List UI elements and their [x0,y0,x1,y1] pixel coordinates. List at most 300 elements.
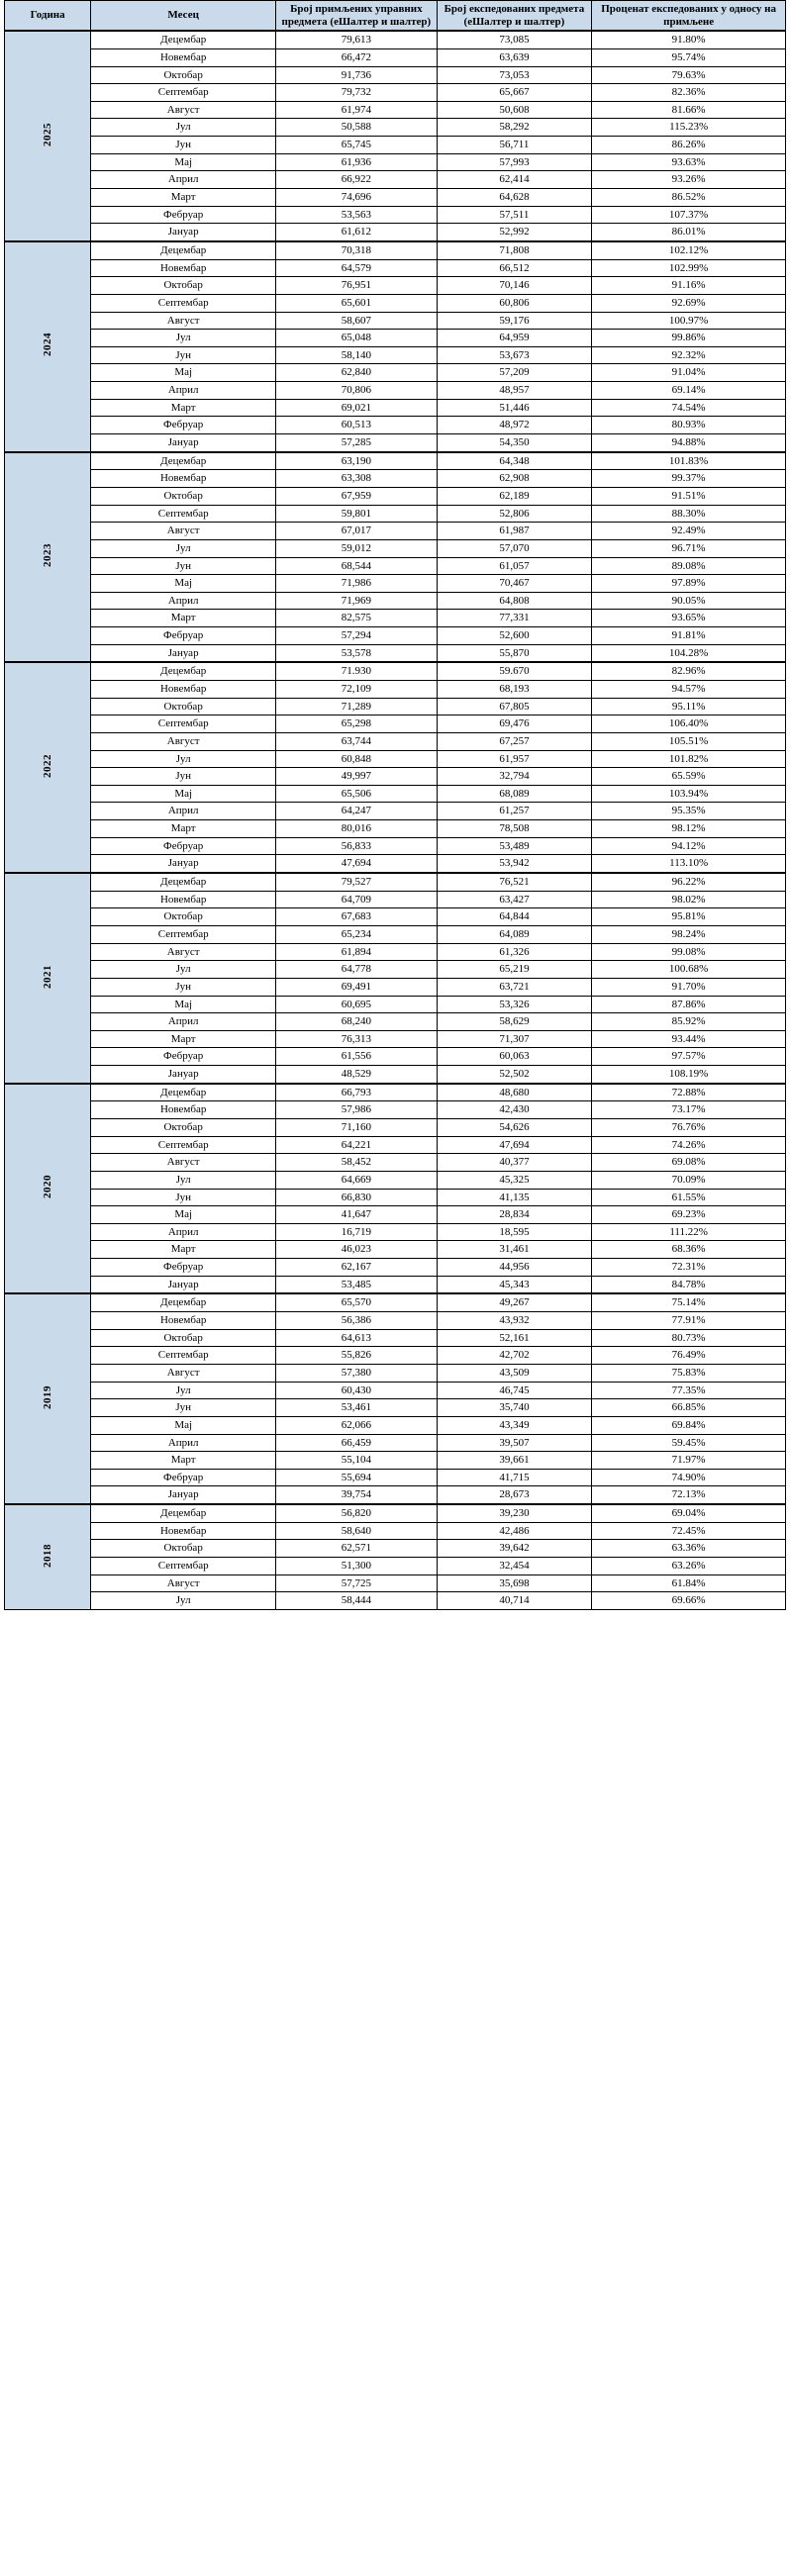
expedited-count-cell: 78,508 [437,820,592,838]
received-count-cell: 60,513 [276,417,438,434]
month-cell: Март [91,1241,276,1259]
expedited-count-cell: 66,512 [437,259,592,277]
table-row [5,1084,786,1101]
expedited-count-cell: 64,959 [437,330,592,347]
percent-cell: 99.86% [592,330,786,347]
table-row [5,523,786,540]
month-cell: Јун [91,978,276,996]
table-row [5,153,786,171]
received-count-cell: 56,820 [276,1504,438,1522]
month-cell: Август [91,523,276,540]
expedited-count-cell: 68,089 [437,785,592,803]
percent-cell: 94.57% [592,680,786,698]
table-row [5,925,786,943]
percent-cell: 82.36% [592,84,786,102]
percent-cell: 102.12% [592,241,786,259]
percent-cell: 98.12% [592,820,786,838]
year-label: 2018 [41,1543,53,1568]
received-count-cell: 62,571 [276,1540,438,1558]
percent-cell: 69.04% [592,1504,786,1522]
received-count-cell: 65,048 [276,330,438,347]
table-row [5,382,786,400]
expedited-count-cell: 39,507 [437,1434,592,1452]
month-cell: Октобар [91,698,276,716]
received-count-cell: 65,745 [276,137,438,154]
expedited-count-cell: 65,667 [437,84,592,102]
expedited-count-cell: 64,089 [437,925,592,943]
month-cell: Април [91,1434,276,1452]
percent-cell: 93.63% [592,153,786,171]
expedited-count-cell: 35,740 [437,1399,592,1417]
table-row [5,1434,786,1452]
month-cell: Фебруар [91,206,276,224]
table-row [5,1416,786,1434]
table-row [5,1171,786,1189]
table-row [5,750,786,768]
received-count-cell: 48,529 [276,1066,438,1084]
table-row [5,1469,786,1486]
expedited-count-cell: 53,942 [437,855,592,873]
month-cell: Децембар [91,873,276,891]
received-count-cell: 69,021 [276,399,438,417]
expedited-count-cell: 67,257 [437,732,592,750]
received-count-cell: 65,234 [276,925,438,943]
year-label: 2022 [41,753,53,778]
table-row [5,1154,786,1172]
month-cell: Јул [91,330,276,347]
table-row [5,1066,786,1084]
received-count-cell: 64,669 [276,1171,438,1189]
expedited-count-cell: 64,808 [437,592,592,610]
received-count-cell: 57,986 [276,1101,438,1119]
percent-cell: 81.66% [592,101,786,119]
received-count-cell: 74,696 [276,189,438,207]
expedited-count-cell: 76,521 [437,873,592,891]
table-row [5,241,786,259]
received-count-cell: 61,974 [276,101,438,119]
expedited-count-cell: 52,600 [437,627,592,645]
percent-cell: 101.83% [592,452,786,470]
percent-cell: 80.93% [592,417,786,434]
table-row [5,1452,786,1470]
expedited-count-cell: 59,176 [437,312,592,330]
percent-cell: 92.69% [592,294,786,312]
percent-cell: 75.14% [592,1293,786,1311]
percent-cell: 59.45% [592,1434,786,1452]
received-count-cell: 58,640 [276,1522,438,1540]
expedited-count-cell: 63,427 [437,891,592,908]
month-cell: Јануар [91,1276,276,1293]
table-body [5,31,786,1609]
table-row [5,557,786,575]
percent-cell: 106.40% [592,716,786,733]
month-cell: Април [91,803,276,820]
year-label: 2024 [41,333,53,357]
expedited-count-cell: 44,956 [437,1259,592,1277]
expedited-count-cell: 62,414 [437,171,592,189]
table-row [5,189,786,207]
percent-cell: 98.24% [592,925,786,943]
table-row [5,785,786,803]
table-row [5,1206,786,1224]
month-cell: Август [91,312,276,330]
received-count-cell: 50,588 [276,119,438,137]
expedited-count-cell: 52,161 [437,1329,592,1347]
table-row [5,1347,786,1365]
received-count-cell: 71,969 [276,592,438,610]
received-count-cell: 60,848 [276,750,438,768]
table-row [5,1189,786,1206]
expedited-count-cell: 45,325 [437,1171,592,1189]
percent-cell: 63.36% [592,1540,786,1558]
expedited-count-cell: 63,721 [437,978,592,996]
expedited-count-cell: 32,794 [437,768,592,786]
table-row [5,399,786,417]
table-row [5,434,786,452]
month-cell: Април [91,1013,276,1031]
year-label: 2023 [41,543,53,568]
received-count-cell: 71,986 [276,575,438,593]
expedited-count-cell: 57,511 [437,206,592,224]
percent-cell: 97.57% [592,1048,786,1066]
expedited-count-cell: 69,476 [437,716,592,733]
expedited-count-cell: 60,063 [437,1048,592,1066]
month-cell: Јануар [91,644,276,662]
expedited-count-cell: 51,446 [437,399,592,417]
received-count-cell: 62,066 [276,1416,438,1434]
received-count-cell: 56,833 [276,837,438,855]
table-row [5,908,786,926]
received-count-cell: 64,613 [276,1329,438,1347]
percent-cell: 101.82% [592,750,786,768]
percent-cell: 100.68% [592,961,786,979]
percent-cell: 91.51% [592,487,786,505]
month-cell: Децембар [91,1504,276,1522]
received-count-cell: 67,017 [276,523,438,540]
received-count-cell: 16,719 [276,1223,438,1241]
table-row [5,505,786,523]
table-row [5,1574,786,1592]
expedited-count-cell: 64,844 [437,908,592,926]
column-header-year: Година [5,1,91,32]
percent-cell: 99.08% [592,943,786,961]
received-count-cell: 63,308 [276,470,438,488]
percent-cell: 89.08% [592,557,786,575]
month-cell: Март [91,1030,276,1048]
month-cell: Октобар [91,66,276,84]
expedited-count-cell: 35,698 [437,1574,592,1592]
expedited-count-cell: 71,307 [437,1030,592,1048]
expedited-count-cell: 64,348 [437,452,592,470]
month-cell: Октобар [91,908,276,926]
table-row [5,1558,786,1575]
month-cell: Јул [91,1382,276,1399]
expedited-count-cell: 53,673 [437,346,592,364]
month-cell: Новембар [91,1522,276,1540]
month-cell: Септембар [91,716,276,733]
month-cell: Август [91,101,276,119]
expedited-count-cell: 40,714 [437,1592,592,1610]
table-row [5,1276,786,1293]
received-count-cell: 82,575 [276,610,438,627]
table-row [5,48,786,66]
table-row [5,610,786,627]
month-cell: Мај [91,153,276,171]
received-count-cell: 59,801 [276,505,438,523]
month-cell: Март [91,610,276,627]
received-count-cell: 66,472 [276,48,438,66]
received-count-cell: 69,491 [276,978,438,996]
table-row [5,996,786,1013]
expedited-count-cell: 43,932 [437,1312,592,1330]
month-cell: Фебруар [91,1469,276,1486]
expedited-count-cell: 58,629 [437,1013,592,1031]
percent-cell: 113.10% [592,855,786,873]
percent-cell: 70.09% [592,1171,786,1189]
month-cell: Децембар [91,1293,276,1311]
received-count-cell: 59,012 [276,539,438,557]
expedited-count-cell: 59.670 [437,662,592,680]
month-cell: Новембар [91,1312,276,1330]
received-count-cell: 63,744 [276,732,438,750]
expedited-count-cell: 71,808 [437,241,592,259]
month-cell: Фебруар [91,417,276,434]
table-row [5,1592,786,1610]
month-cell: Новембар [91,470,276,488]
month-cell: Децембар [91,1084,276,1101]
expedited-count-cell: 55,870 [437,644,592,662]
expedited-count-cell: 65,219 [437,961,592,979]
received-count-cell: 57,285 [276,434,438,452]
table-row [5,768,786,786]
expedited-count-cell: 40,377 [437,1154,592,1172]
percent-cell: 96.22% [592,873,786,891]
month-cell: Октобар [91,277,276,295]
percent-cell: 69.23% [592,1206,786,1224]
month-cell: Септембар [91,1558,276,1575]
month-cell: Мај [91,364,276,382]
percent-cell: 97.89% [592,575,786,593]
month-cell: Март [91,189,276,207]
table-row [5,1259,786,1277]
received-count-cell: 61,556 [276,1048,438,1066]
percent-cell: 80.73% [592,1329,786,1347]
table-header-row [5,1,786,32]
expedited-count-cell: 54,350 [437,434,592,452]
received-count-cell: 47,694 [276,855,438,873]
expedited-count-cell: 41,715 [437,1469,592,1486]
percent-cell: 93.44% [592,1030,786,1048]
expedited-count-cell: 61,326 [437,943,592,961]
table-row [5,1312,786,1330]
received-count-cell: 65,506 [276,785,438,803]
expedited-count-cell: 41,135 [437,1189,592,1206]
percent-cell: 77.35% [592,1382,786,1399]
received-count-cell: 66,459 [276,1434,438,1452]
table-row [5,627,786,645]
expedited-count-cell: 73,085 [437,31,592,48]
expedited-count-cell: 52,992 [437,224,592,241]
month-cell: Јул [91,961,276,979]
month-cell: Јануар [91,224,276,241]
percent-cell: 107.37% [592,206,786,224]
year-cell [5,452,91,663]
expedited-count-cell: 61,987 [437,523,592,540]
percent-cell: 92.49% [592,523,786,540]
table-row [5,592,786,610]
expedited-count-cell: 67,805 [437,698,592,716]
percent-cell: 91.81% [592,627,786,645]
month-cell: Август [91,732,276,750]
percent-cell: 74.90% [592,1469,786,1486]
received-count-cell: 65,601 [276,294,438,312]
received-count-cell: 58,452 [276,1154,438,1172]
year-label: 2025 [41,122,53,146]
table-row [5,277,786,295]
table-row [5,1030,786,1048]
received-count-cell: 64,709 [276,891,438,908]
column-header-received: Број примљених управних предмета (еШалтер и шалтер) [276,1,438,32]
received-count-cell: 71,160 [276,1119,438,1137]
expedited-count-cell: 28,673 [437,1486,592,1504]
table-row [5,1382,786,1399]
percent-cell: 72.88% [592,1084,786,1101]
year-label: 2019 [41,1384,53,1409]
percent-cell: 65.59% [592,768,786,786]
expedited-count-cell: 54,626 [437,1119,592,1137]
expedited-count-cell: 42,430 [437,1101,592,1119]
expedited-count-cell: 43,509 [437,1364,592,1382]
year-cell [5,31,91,241]
percent-cell: 102.99% [592,259,786,277]
expedited-count-cell: 32,454 [437,1558,592,1575]
percent-cell: 94.12% [592,837,786,855]
month-cell: Март [91,820,276,838]
month-cell: Септембар [91,925,276,943]
expedited-count-cell: 56,711 [437,137,592,154]
percent-cell: 98.02% [592,891,786,908]
month-cell: Јул [91,1592,276,1610]
received-count-cell: 76,951 [276,277,438,295]
received-count-cell: 63,190 [276,452,438,470]
received-count-cell: 57,725 [276,1574,438,1592]
expedited-count-cell: 52,502 [437,1066,592,1084]
percent-cell: 63.26% [592,1558,786,1575]
percent-cell: 82.96% [592,662,786,680]
table-row [5,891,786,908]
table-row [5,803,786,820]
percent-cell: 69.08% [592,1154,786,1172]
table-row [5,662,786,680]
received-count-cell: 79,613 [276,31,438,48]
received-count-cell: 70,318 [276,241,438,259]
expedited-count-cell: 68,193 [437,680,592,698]
table-row [5,31,786,48]
month-cell: Октобар [91,487,276,505]
table-row [5,716,786,733]
percent-cell: 79.63% [592,66,786,84]
month-cell: Јун [91,137,276,154]
expedited-count-cell: 18,595 [437,1223,592,1241]
month-cell: Новембар [91,891,276,908]
received-count-cell: 61,894 [276,943,438,961]
month-cell: Јул [91,119,276,137]
percent-cell: 95.81% [592,908,786,926]
table-row [5,137,786,154]
expedited-count-cell: 42,486 [437,1522,592,1540]
expedited-count-cell: 64,628 [437,189,592,207]
percent-cell: 74.54% [592,399,786,417]
percent-cell: 66.85% [592,1399,786,1417]
percent-cell: 68.36% [592,1241,786,1259]
received-count-cell: 61,936 [276,153,438,171]
table-row [5,873,786,891]
month-cell: Новембар [91,1101,276,1119]
table-row [5,1048,786,1066]
percent-cell: 86.52% [592,189,786,207]
received-count-cell: 80,016 [276,820,438,838]
month-cell: Децембар [91,662,276,680]
month-cell: Фебруар [91,627,276,645]
received-count-cell: 55,104 [276,1452,438,1470]
expedited-count-cell: 39,642 [437,1540,592,1558]
received-count-cell: 53,578 [276,644,438,662]
expedited-count-cell: 57,070 [437,539,592,557]
column-header-month: Месец [91,1,276,32]
expedited-count-cell: 45,343 [437,1276,592,1293]
month-cell: Септембар [91,505,276,523]
table-row [5,1293,786,1311]
percent-cell: 94.88% [592,434,786,452]
table-row [5,312,786,330]
month-cell: Јун [91,768,276,786]
month-cell: Септембар [91,1136,276,1154]
percent-cell: 95.74% [592,48,786,66]
table-row [5,119,786,137]
percent-cell: 76.76% [592,1119,786,1137]
table-row [5,452,786,470]
month-cell: Август [91,1364,276,1382]
received-count-cell: 58,607 [276,312,438,330]
received-count-cell: 57,294 [276,627,438,645]
percent-cell: 108.19% [592,1066,786,1084]
month-cell: Фебруар [91,1259,276,1277]
table-row [5,539,786,557]
table-row [5,575,786,593]
expedited-count-cell: 50,608 [437,101,592,119]
percent-cell: 91.80% [592,31,786,48]
table-row [5,1522,786,1540]
received-count-cell: 64,247 [276,803,438,820]
expedited-count-cell: 53,326 [437,996,592,1013]
percent-cell: 91.16% [592,277,786,295]
percent-cell: 91.70% [592,978,786,996]
table-row [5,698,786,716]
table-row [5,470,786,488]
received-count-cell: 60,695 [276,996,438,1013]
table-row [5,487,786,505]
received-count-cell: 71.930 [276,662,438,680]
percent-cell: 77.91% [592,1312,786,1330]
month-cell: Август [91,943,276,961]
percent-cell: 105.51% [592,732,786,750]
percent-cell: 93.65% [592,610,786,627]
expedited-count-cell: 58,292 [437,119,592,137]
month-cell: Март [91,1452,276,1470]
month-cell: Април [91,592,276,610]
table-row [5,1399,786,1417]
received-count-cell: 79,527 [276,873,438,891]
